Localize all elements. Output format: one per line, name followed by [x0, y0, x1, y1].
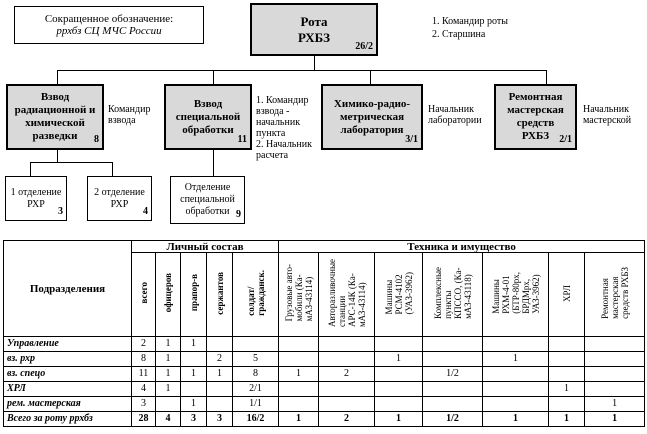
- table-cell: 3: [132, 397, 156, 412]
- table-cell: [423, 382, 483, 397]
- subunit-title: Отделение специальной обработки: [180, 182, 235, 217]
- group-header-personnel: Личный состав: [132, 241, 279, 253]
- row-label: вз. спецо: [4, 367, 132, 382]
- unit-count: 8: [94, 134, 99, 145]
- table-cell: [156, 397, 181, 412]
- table-cell: [319, 397, 375, 412]
- table-row: [4, 337, 645, 352]
- table-cell: [279, 352, 319, 367]
- table-cell: [181, 352, 207, 367]
- table-cell: [375, 397, 423, 412]
- table-cell: 1: [549, 412, 585, 427]
- table-cell: 11: [132, 367, 156, 382]
- table-cell: [585, 352, 645, 367]
- row-label: ХРЛ: [4, 382, 132, 397]
- table-cell: [375, 367, 423, 382]
- table-cell: [549, 337, 585, 352]
- table-cell: 1: [181, 397, 207, 412]
- row-label: вз. рхр: [4, 352, 132, 367]
- table-cell: [279, 337, 319, 352]
- col-header: ХРЛ: [549, 253, 585, 337]
- subunit-count: 4: [143, 206, 148, 217]
- col-header: Грузовые авто- мобили (Ка- мАЗ-43114): [279, 253, 319, 337]
- table-cell: 1: [375, 412, 423, 427]
- unit-box-spec: [164, 84, 252, 150]
- subunit-title: 1 отделение РХР: [10, 186, 62, 210]
- table-cell: 2: [207, 352, 233, 367]
- unit-box-repair: [494, 84, 577, 150]
- table-cell: [549, 367, 585, 382]
- table-cell: 1: [375, 352, 423, 367]
- connector: [30, 162, 112, 163]
- table-cell: 1: [279, 412, 319, 427]
- connector: [57, 70, 58, 84]
- table-cell: [585, 382, 645, 397]
- table-row: [4, 397, 645, 412]
- connector: [370, 70, 371, 84]
- table-cell: 2: [319, 412, 375, 427]
- table-cell: 8: [132, 352, 156, 367]
- table-cell: 1: [207, 367, 233, 382]
- unit-note: 1. Командир взвода - начальник пункта 2. Начальник расчета: [256, 95, 312, 161]
- table-cell: 1/2: [423, 412, 483, 427]
- subunit-box-decon: [170, 176, 245, 224]
- unit-note: Начальник мастерской: [583, 104, 632, 126]
- table-row: [4, 412, 645, 427]
- table-cell: 16/2: [233, 412, 279, 427]
- unit-note: Начальник лаборатории: [428, 104, 482, 126]
- unit-count: 2/1: [559, 134, 572, 145]
- table-cell: 1: [585, 397, 645, 412]
- table-cell: [319, 352, 375, 367]
- table-cell: [207, 397, 233, 412]
- table-row: [4, 352, 645, 367]
- table-cell: 2/1: [233, 382, 279, 397]
- table-cell: [207, 337, 233, 352]
- table-cell: 4: [132, 382, 156, 397]
- table-cell: [483, 382, 549, 397]
- col-header: всего: [132, 253, 156, 337]
- table-cell: [319, 337, 375, 352]
- table-cell: [585, 367, 645, 382]
- table-cell: [423, 397, 483, 412]
- subunit-box-rhr2: [87, 176, 152, 221]
- table-cell: [483, 397, 549, 412]
- subunit-count: 9: [236, 209, 241, 220]
- table-cell: 28: [132, 412, 156, 427]
- company-box: [250, 3, 378, 56]
- col-header: сержантов: [207, 253, 233, 337]
- company-line1: Рота: [300, 13, 328, 29]
- table-cell: 1: [156, 382, 181, 397]
- subunit-count: 3: [58, 206, 63, 217]
- table-cell: 1/1: [233, 397, 279, 412]
- table-cell: [423, 337, 483, 352]
- company-note1: 1. Командир роты: [432, 16, 508, 27]
- company-line2: РХБЗ: [297, 29, 331, 45]
- table-cell: 1: [156, 367, 181, 382]
- table-cell: 3: [181, 412, 207, 427]
- table-cell: [375, 382, 423, 397]
- table-cell: [319, 382, 375, 397]
- unit-title: Взвод специальной обработки: [175, 97, 241, 136]
- table-cell: [279, 382, 319, 397]
- table-row: [4, 382, 645, 397]
- table-cell: [483, 337, 549, 352]
- company-count: 26/2: [355, 41, 373, 52]
- unit-box-lab: [321, 84, 423, 150]
- connector: [314, 56, 315, 70]
- table-cell: 5: [233, 352, 279, 367]
- staffing-table: [3, 240, 645, 427]
- table-cell: 1: [156, 337, 181, 352]
- group-header-equipment: Техника и имущество: [279, 241, 645, 253]
- row-label: Всего за роту ррхбз: [4, 412, 132, 427]
- company-note2: 2. Старшина: [432, 29, 486, 40]
- connector: [213, 70, 214, 84]
- col-header: прапор-в: [181, 253, 207, 337]
- col-header: Машины РСМ-4102 (УАЗ-3962): [375, 253, 423, 337]
- table-cell: [375, 337, 423, 352]
- table-cell: 1: [279, 367, 319, 382]
- col-header: Ремонтная мастерская средств РХБЗ: [585, 253, 645, 337]
- table-corner: Подразделения: [4, 241, 132, 337]
- unit-count: 3/1: [405, 134, 418, 145]
- unit-title: Взвод радиационной и химической разведки: [14, 91, 96, 142]
- connector: [213, 150, 214, 176]
- table-cell: 1: [181, 337, 207, 352]
- table-cell: 1: [483, 352, 549, 367]
- col-header: Машины РХМ-4-01 (БТР-80рх, БРДМрх, УАЗ-3962): [483, 253, 549, 337]
- connector: [57, 70, 547, 71]
- legend-box: [14, 6, 204, 44]
- table-cell: 1: [585, 412, 645, 427]
- legend-line2: ррхбз СЦ МЧС России: [56, 25, 162, 37]
- table-cell: 8: [233, 367, 279, 382]
- col-header: Комплексные пункты КПССО, (Ка- мАЗ-43118): [423, 253, 483, 337]
- col-header: офицеров: [156, 253, 181, 337]
- unit-count: 11: [237, 134, 247, 145]
- table-cell: 1: [549, 382, 585, 397]
- table-cell: [233, 337, 279, 352]
- unit-box-rhr: [6, 84, 104, 150]
- table-cell: [549, 397, 585, 412]
- col-header: солдат/ гражданск.: [233, 253, 279, 337]
- table-cell: 4: [156, 412, 181, 427]
- table-cell: 1: [483, 412, 549, 427]
- table-cell: [181, 382, 207, 397]
- row-label: Управление: [4, 337, 132, 352]
- subunit-box-rhr1: [5, 176, 67, 221]
- col-header: Авторазливочные станции АРС-14К (Ка- мАЗ-43114): [319, 253, 375, 337]
- table-cell: 1: [156, 352, 181, 367]
- table-cell: 3: [207, 412, 233, 427]
- connector: [57, 150, 58, 162]
- connector: [546, 70, 547, 84]
- unit-title: Химико-радио-метрическая лаборатория: [333, 97, 411, 136]
- connector: [30, 162, 31, 176]
- legend-line1: Сокращенное обозначение:: [44, 13, 174, 25]
- table-cell: [585, 337, 645, 352]
- table-cell: [423, 352, 483, 367]
- unit-title: Ремонтная мастерская средств РХБЗ: [507, 91, 564, 142]
- connector: [112, 162, 113, 176]
- table-cell: 2: [132, 337, 156, 352]
- table-cell: 1/2: [423, 367, 483, 382]
- table-cell: [207, 382, 233, 397]
- table-cell: [483, 367, 549, 382]
- table-cell: [279, 397, 319, 412]
- unit-note: Командир взвода: [108, 104, 151, 126]
- table-row: [4, 367, 645, 382]
- subunit-title: 2 отделение РХР: [94, 186, 145, 210]
- table-cell: 1: [181, 367, 207, 382]
- table-cell: 2: [319, 367, 375, 382]
- row-label: рем. мастерская: [4, 397, 132, 412]
- table-cell: [549, 352, 585, 367]
